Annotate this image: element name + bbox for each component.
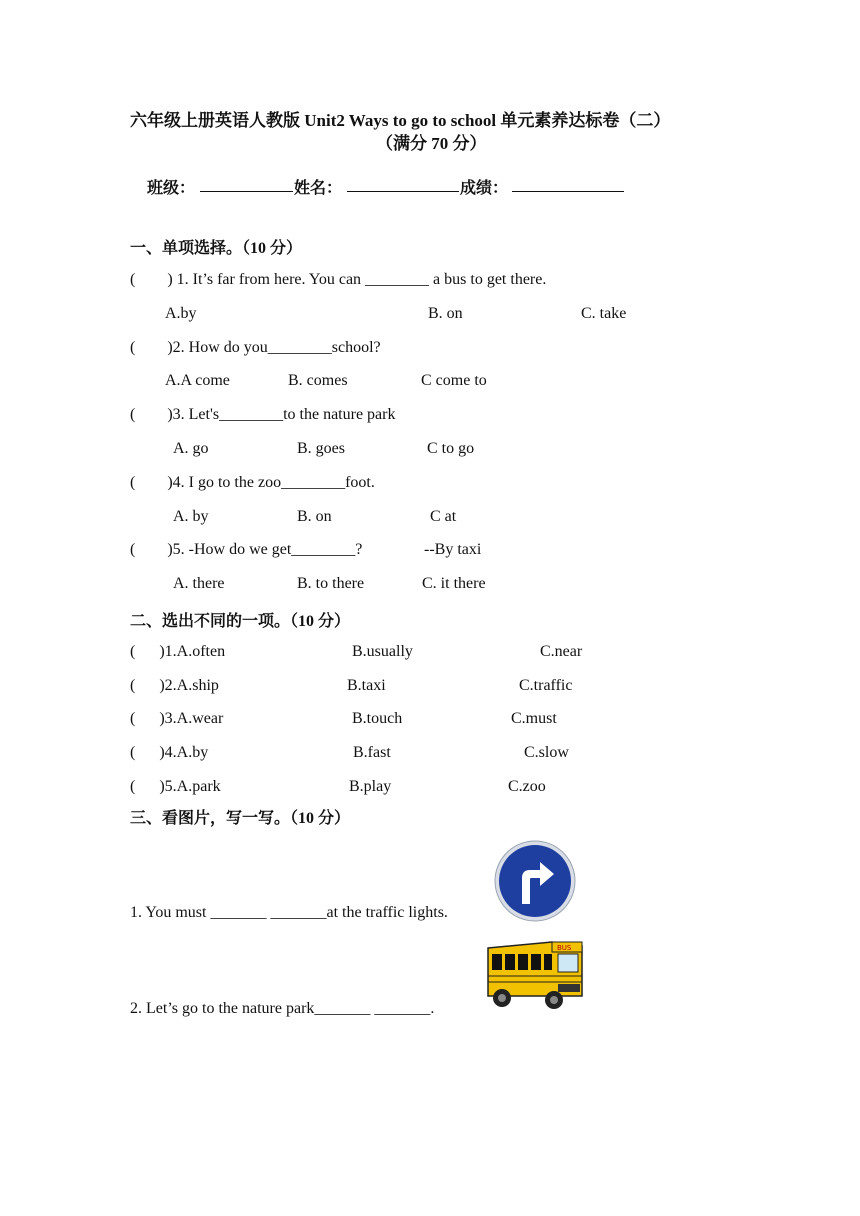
- odd-row-3: ( )3.A.wear: [130, 710, 224, 727]
- school-bus-icon: [482, 938, 584, 1010]
- name-label: 姓名：: [294, 180, 343, 197]
- odd-row-1-b: B.usually: [352, 643, 413, 660]
- odd-row-3-b: B.touch: [352, 710, 403, 727]
- bus-sign-text: BUS: [557, 944, 572, 952]
- odd-row-4-b: B.fast: [353, 744, 391, 761]
- picture-question-2: 2. Let’s go to the nature park_______ _______.: [130, 1000, 435, 1017]
- q5-answer: --By taxi: [424, 541, 482, 558]
- turn-right-sign-icon: [494, 840, 576, 922]
- odd-row-2-c: C.traffic: [519, 677, 573, 694]
- q4-option-a: A. by: [173, 508, 209, 525]
- q1-stem: ( ) 1. It’s far from here. You can ________ a bus to get there.: [130, 271, 547, 288]
- q2-option-b: B. comes: [288, 372, 348, 389]
- section2-heading: 二、选出不同的一项。（10 分）: [130, 613, 351, 630]
- grade-label: 成绩：: [460, 180, 509, 197]
- odd-row-3-c: C.must: [511, 710, 557, 727]
- q4-option-b: B. on: [297, 508, 332, 525]
- q4-stem: ( )4. I go to the zoo________foot.: [130, 474, 375, 491]
- class-label: 班级：: [147, 180, 196, 197]
- odd-row-4: ( )4.A.by: [130, 744, 209, 761]
- odd-row-1-c: C.near: [540, 643, 583, 660]
- q5-stem: ( )5. -How do we get________?: [130, 541, 363, 558]
- q3-stem: ( )3. Let's________to the nature park: [130, 406, 396, 423]
- q2-option-c: C come to: [421, 372, 487, 389]
- q5-option-c: C. it there: [422, 575, 486, 592]
- odd-row-2: ( )2.A.ship: [130, 677, 219, 694]
- score-note: （满分 70 分）: [376, 134, 487, 153]
- odd-row-5-c: C.zoo: [508, 778, 546, 795]
- grade-blank[interactable]: [512, 191, 624, 192]
- q3-option-c: C to go: [427, 440, 475, 457]
- q1-option-a: A.by: [165, 305, 197, 322]
- odd-row-1: ( )1.A.often: [130, 643, 226, 660]
- q1-option-b: B. on: [428, 305, 463, 322]
- q1-option-c: C. take: [581, 305, 627, 322]
- odd-row-4-c: C.slow: [524, 744, 569, 761]
- class-blank[interactable]: [200, 191, 293, 192]
- odd-row-5-b: B.play: [349, 778, 392, 795]
- q3-option-a: A. go: [173, 440, 209, 457]
- odd-row-2-b: B.taxi: [347, 677, 386, 694]
- section3-heading: 三、看图片，写一写。（10 分）: [130, 810, 351, 827]
- q3-option-b: B. goes: [297, 440, 345, 457]
- section1-heading: 一、单项选择。（10 分）: [130, 240, 303, 257]
- picture-question-1: 1. You must _______ _______at the traffic lights.: [130, 904, 448, 921]
- q2-stem: ( )2. How do you________school?: [130, 339, 381, 356]
- odd-row-5: ( )5.A.park: [130, 778, 221, 795]
- page-title: 六年级上册英语人教版 Unit2 Ways to go to school 单元素养达标卷（二）: [130, 111, 671, 130]
- q5-option-b: B. to there: [297, 575, 365, 592]
- q4-option-c: C at: [430, 508, 457, 525]
- q2-option-a: A.A come: [165, 372, 230, 389]
- name-blank[interactable]: [347, 191, 459, 192]
- q5-option-a: A. there: [173, 575, 225, 592]
